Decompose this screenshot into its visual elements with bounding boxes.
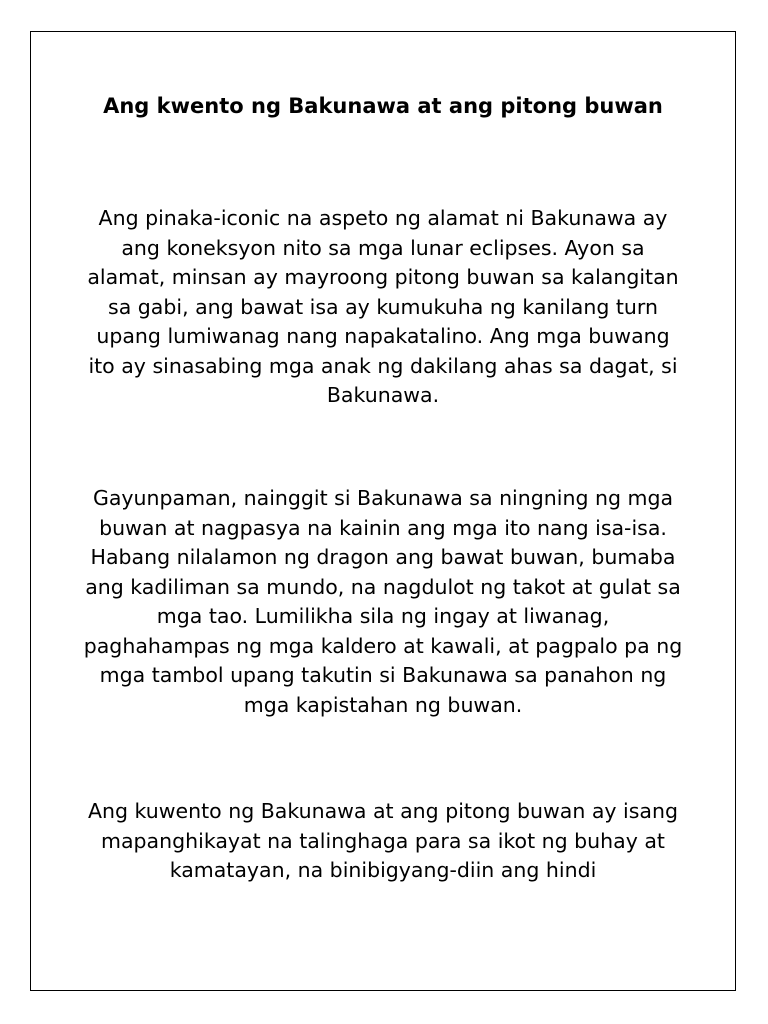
document-title: Ang kwento ng Bakunawa at ang pitong buwan xyxy=(103,94,663,118)
paragraph-1: Ang pinaka-iconic na aspeto ng alamat ni Bakunawa ay ang koneksyon nito sa mga lunar eclipses. Ayon sa alamat, minsan ay mayroong pitong buwan sa kalangitan sa gabi, ang bawat isa ay kumukuha ng kanilang turn upang lumiwanag nang napakatalino. Ang mga buwang ito ay sinasabing mga anak ng dakilang ahas sa dagat, si Bakunawa. xyxy=(87,206,679,407)
paragraph-2: Gayunpaman, nainggit si Bakunawa sa ningning ng mga buwan at nagpasya na kainin ang mga ito nang isa-isa. Habang nilalamon ng dragon ang bawat buwan, bumaba ang kadiliman sa mundo, na nagdulot ng takot at gulat sa mga tao. Lumilikha sila ng ingay at liwanag, paghahampas ng mga kaldero at kawali, at pagpalo pa ng mga tambol upang takutin si Bakunawa sa panahon ng mga kapistahan ng buwan. xyxy=(83,486,683,717)
paragraph-3: Ang kuwento ng Bakunawa at ang pitong buwan ay isang mapanghikayat na talinghaga para sa ikot ng buhay at kamatayan, na binibigyang-diin ang hindi xyxy=(87,799,679,882)
document-page xyxy=(30,31,736,991)
